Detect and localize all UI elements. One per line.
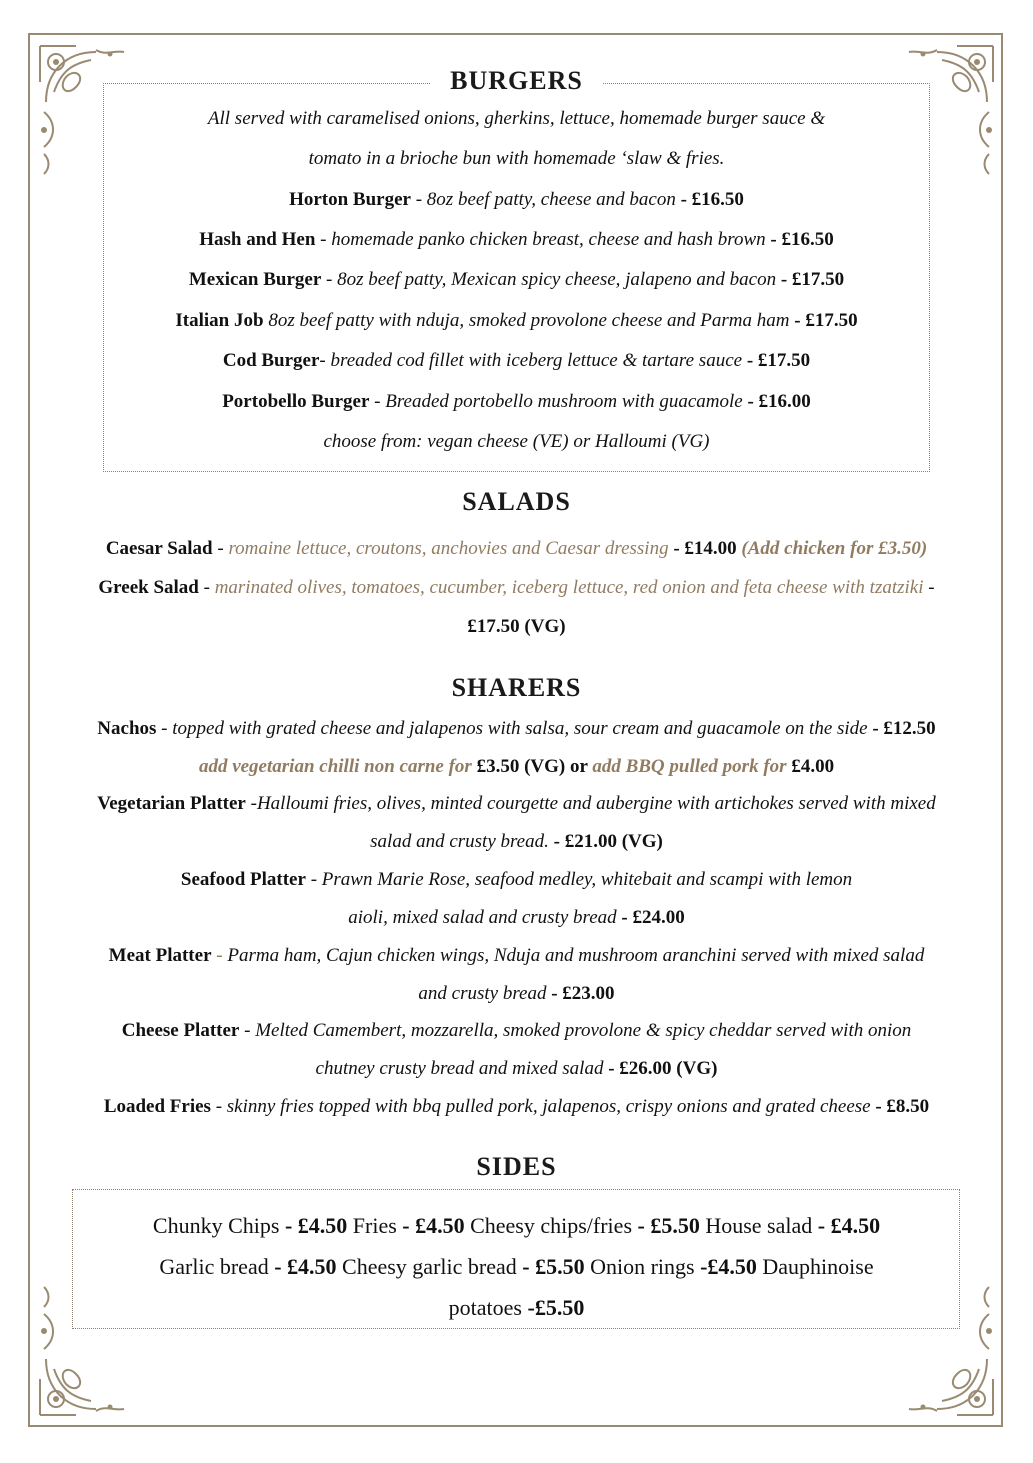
sharer-item: Vegetarian Platter -Halloumi fries, olives, minted courgette and aubergine with artichokes served with mixed (97, 793, 936, 814)
sides-line: Garlic bread - £4.50 Cheesy garlic bread - £5.50 Onion rings -£4.50 Dauphinoise (159, 1254, 874, 1279)
sharer-addon-line: add vegetarian chilli non carne for £3.50 (VG) or add BBQ pulled pork for £4.00 (198, 756, 835, 777)
burgers-heading: BURGERS (430, 66, 603, 96)
sharer-item: Seafood Platter - Prawn Marie Rose, seafood medley, whitebait and scampi with lemon (180, 869, 853, 890)
sharer-item-continued: aioli, mixed salad and crusty bread - £24.00 (348, 907, 685, 928)
burger-item: Hash and Hen - homemade panko chicken breast, cheese and hash brown - £16.50 (199, 229, 834, 250)
burger-item: Portobello Burger - Breaded portobello mushroom with guacamole - £16.00 (222, 391, 811, 412)
salad-item: Greek Salad - marinated olives, tomatoes, cucumber, iceberg lettuce, red onion and feta cheese with tzatziki - (98, 577, 935, 598)
burgers-intro-line: tomato in a brioche bun with homemade ‘slaw & fries. (308, 148, 725, 169)
burgers-intro-line: All served with caramelised onions, gherkins, lettuce, homemade burger sauce & (207, 108, 826, 129)
sides-line: Chunky Chips - £4.50 Fries - £4.50 Cheesy chips/fries - £5.50 House salad - £4.50 (152, 1213, 881, 1238)
sharer-item: Cheese Platter - Melted Camembert, mozzarella, smoked provolone & spicy cheddar served with onion (121, 1020, 912, 1041)
sharer-item: Loaded Fries - skinny fries topped with bbq pulled pork, jalapenos, crispy onions and grated cheese - £8.50 (103, 1096, 930, 1117)
burger-item: Italian Job 8oz beef patty with nduja, smoked provolone cheese and Parma ham - £17.50 (175, 310, 858, 331)
sharer-item-continued: and crusty bread - £23.00 (418, 983, 615, 1004)
burgers-choose-line: choose from: vegan cheese (VE) or Halloumi (VG) (323, 431, 710, 452)
sharer-item: Nachos - topped with grated cheese and jalapenos with salsa, sour cream and guacamole on the side - £12.50 (97, 718, 936, 739)
sides-line: potatoes -£5.50 (448, 1295, 585, 1320)
salad-item: Caesar Salad - romaine lettuce, croutons, anchovies and Caesar dressing - £14.00 (Add chicken for £3.50) (105, 538, 928, 559)
sharer-item: Meat Platter - Parma ham, Cajun chicken wings, Nduja and mushroom aranchini served with mixed salad (108, 945, 925, 966)
salad-price-line: £17.50 (VG) (467, 616, 566, 637)
sharer-item-continued: chutney crusty bread and mixed salad - £26.00 (VG) (315, 1058, 718, 1079)
sides-heading: SIDES (476, 1152, 557, 1181)
salads-heading: SALADS (462, 487, 571, 516)
burger-item: Horton Burger - 8oz beef patty, cheese and bacon - £16.50 (289, 189, 744, 210)
burger-item: Mexican Burger - 8oz beef patty, Mexican spicy cheese, jalapeno and bacon - £17.50 (188, 269, 845, 290)
burger-item: Cod Burger- breaded cod fillet with iceberg lettuce & tartare sauce - £17.50 (222, 350, 811, 371)
sharers-heading: SHARERS (451, 673, 582, 702)
sharer-item-continued: salad and crusty bread. - £21.00 (VG) (370, 831, 663, 852)
